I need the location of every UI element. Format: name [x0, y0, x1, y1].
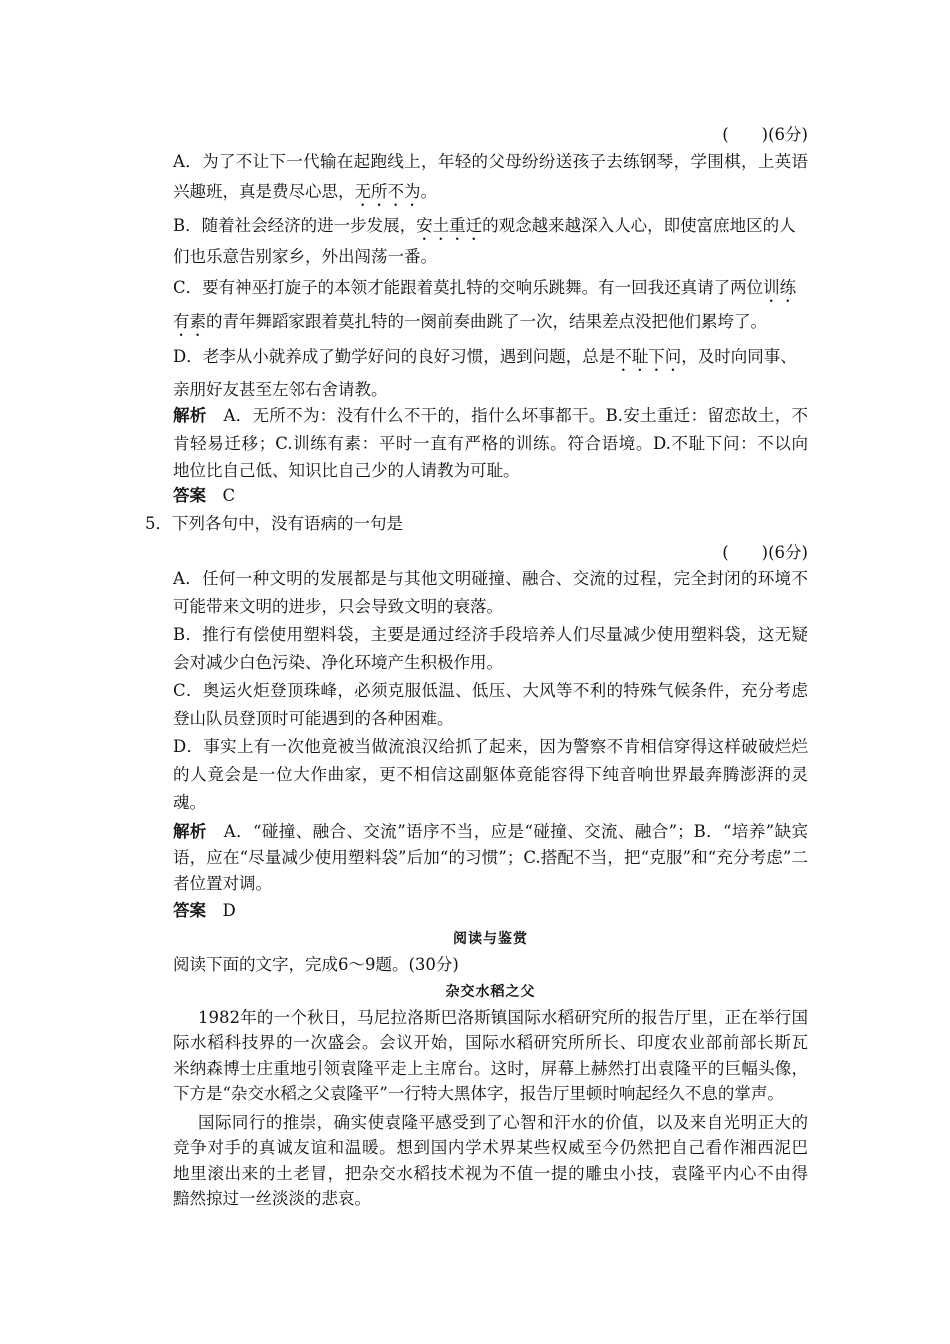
q4-option-b-line2: 们也乐意告别家乡，外出闯荡一番。	[173, 247, 437, 266]
q4-option-c-line1: C．要有神巫打旋子的本领才能跟着莫扎特的交响乐跳舞。有一回我还真请了两位训练	[173, 278, 797, 297]
q4-answer: 答案 C	[173, 486, 236, 505]
q5-option-a-line1: A．任何一种文明的发展都是与其他文明碰撞、融合、交流的过程，完全封闭的环境不	[173, 569, 808, 588]
q4-option-a-line2: 兴趣班，真是费尽心思，无所不为。	[173, 182, 437, 201]
q4-option-a-line1: A．为了不让下一代输在起跑线上，年轻的父母纷纷送孩子去练钢琴，学围棋，上英语	[173, 152, 808, 171]
q5-stem: 5．下列各句中，没有语病的一句是	[145, 514, 403, 533]
emphasis-phrase: 无所不为	[354, 182, 421, 201]
q5-analysis-line2: 语，应在“尽量减少使用塑料袋”后加“的习惯”；C.搭配不当，把“克服”和“充分考虑”二	[173, 848, 808, 867]
q4-option-d-line1: D．老李从小就养成了勤学好问的良好习惯，遇到问题，总是不耻下问，及时向同事、	[173, 347, 797, 366]
q5-option-b-line1: B．推行有偿使用塑料袋，主要是通过经济手段培养人们尽量减少使用塑料袋，这无疑	[173, 625, 808, 644]
analysis-label: 解析	[173, 822, 207, 841]
article-p1-line1: 1982年的一个秋日，马尼拉洛斯巴洛斯镇国际水稻研究所的报告厅里，正在举行国	[198, 1008, 808, 1027]
q4-score: ( )(6分)	[722, 125, 808, 144]
q5-option-c-line2: 登山队员登顶时可能遇到的各种困难。	[173, 709, 454, 728]
article-p2-line4: 黯然掠过一丝淡淡的悲哀。	[173, 1189, 371, 1208]
q4-option-d-line2: 亲朋好友甚至左邻右舍请教。	[173, 380, 388, 399]
q5-option-c-line1: C．奥运火炬登顶珠峰，必须克服低温、低压、大风等不利的特殊气候条件，充分考虑	[173, 681, 808, 700]
q5-answer: 答案 D	[173, 901, 236, 920]
emphasis-phrase: 安土重迁	[416, 216, 483, 235]
emphasis-phrase: 训练	[763, 278, 797, 297]
q5-option-b-line2: 会对减少白色污染、净化环境产生积极作用。	[173, 653, 503, 672]
q4-analysis-line3: 地位比自己低、知识比自己少的人请教为可耻。	[173, 461, 520, 480]
emphasis-phrase: 有素	[173, 312, 206, 331]
article-title: 杂交水稻之父	[445, 984, 536, 1000]
q4-option-b-line1: B．随着社会经济的进一步发展，安土重迁的观念越来越深入人心，即使富庶地区的人	[173, 216, 796, 235]
reading-instruction: 阅读下面的文字，完成6～9题。(30分)	[173, 955, 459, 974]
q5-option-d-line3: 魂。	[173, 793, 206, 812]
q5-option-d-line2: 的人竟会是一位大作曲家，更不相信这副躯体竟能容得下纯音响世界最奔腾澎湃的灵	[173, 765, 808, 784]
article-p1-line3: 米纳森博士庄重地引领袁隆平走上主席台。这时，屏幕上赫然打出袁隆平的巨幅头像，	[173, 1059, 808, 1078]
article-p2-line1: 国际同行的推崇，确实使袁隆平感受到了心智和汗水的价值，以及来自光明正大的	[198, 1113, 808, 1132]
analysis-label: 解析	[173, 406, 207, 425]
q4-option-c-line2: 有素的青年舞蹈家跟着莫扎特的一阕前奏曲跳了一次，结果差点没把他们累垮了。	[173, 312, 767, 331]
q5-analysis-line1: 解析 A．“碰撞、融合、交流”语序不当，应是“碰撞、交流、融合”；B．“培养”缺宾	[173, 822, 809, 841]
answer-label: 答案	[173, 901, 206, 920]
q5-analysis-line3: 者位置对调。	[173, 874, 272, 893]
answer-label: 答案	[173, 486, 206, 505]
q5-score: ( )(6分)	[722, 543, 808, 562]
article-p1-line4: 下方是“杂交水稻之父袁隆平”一行特大黑体字，报告厅里顿时响起经久不息的掌声。	[173, 1084, 784, 1103]
q4-analysis-line2: 肯轻易迁移；C.训练有素：平时一直有严格的训练。符合语境。D.不耻下问：不以向	[173, 434, 808, 453]
article-p2-line2: 竞争对手的真诚友谊和温暖。想到国内学术界某些权威至今仍然把自己看作湘西泥巴	[173, 1138, 808, 1157]
q5-option-d-line1: D．事实上有一次他竟被当做流浪汉给抓了起来，因为警察不肯相信穿得这样破破烂烂	[173, 737, 808, 756]
emphasis-phrase: 不耻下问	[615, 347, 682, 366]
article-p2-line3: 地里滚出来的土老冒，把杂交水稻技术视为不值一提的雕虫小技，袁隆平内心不由得	[173, 1164, 808, 1183]
section-title: 阅读与鉴赏	[453, 931, 528, 947]
q5-option-a-line2: 可能带来文明的进步，只会导致文明的衰落。	[173, 597, 503, 616]
article-p1-line2: 际水稻科技界的一次盛会。会议开始，国际水稻研究所所长、印度农业部前部长斯瓦	[173, 1033, 808, 1052]
q4-analysis-line1: 解析 A．无所不为：没有什么不干的，指什么坏事都干。B.安土重迁：留恋故土，不	[173, 406, 809, 425]
